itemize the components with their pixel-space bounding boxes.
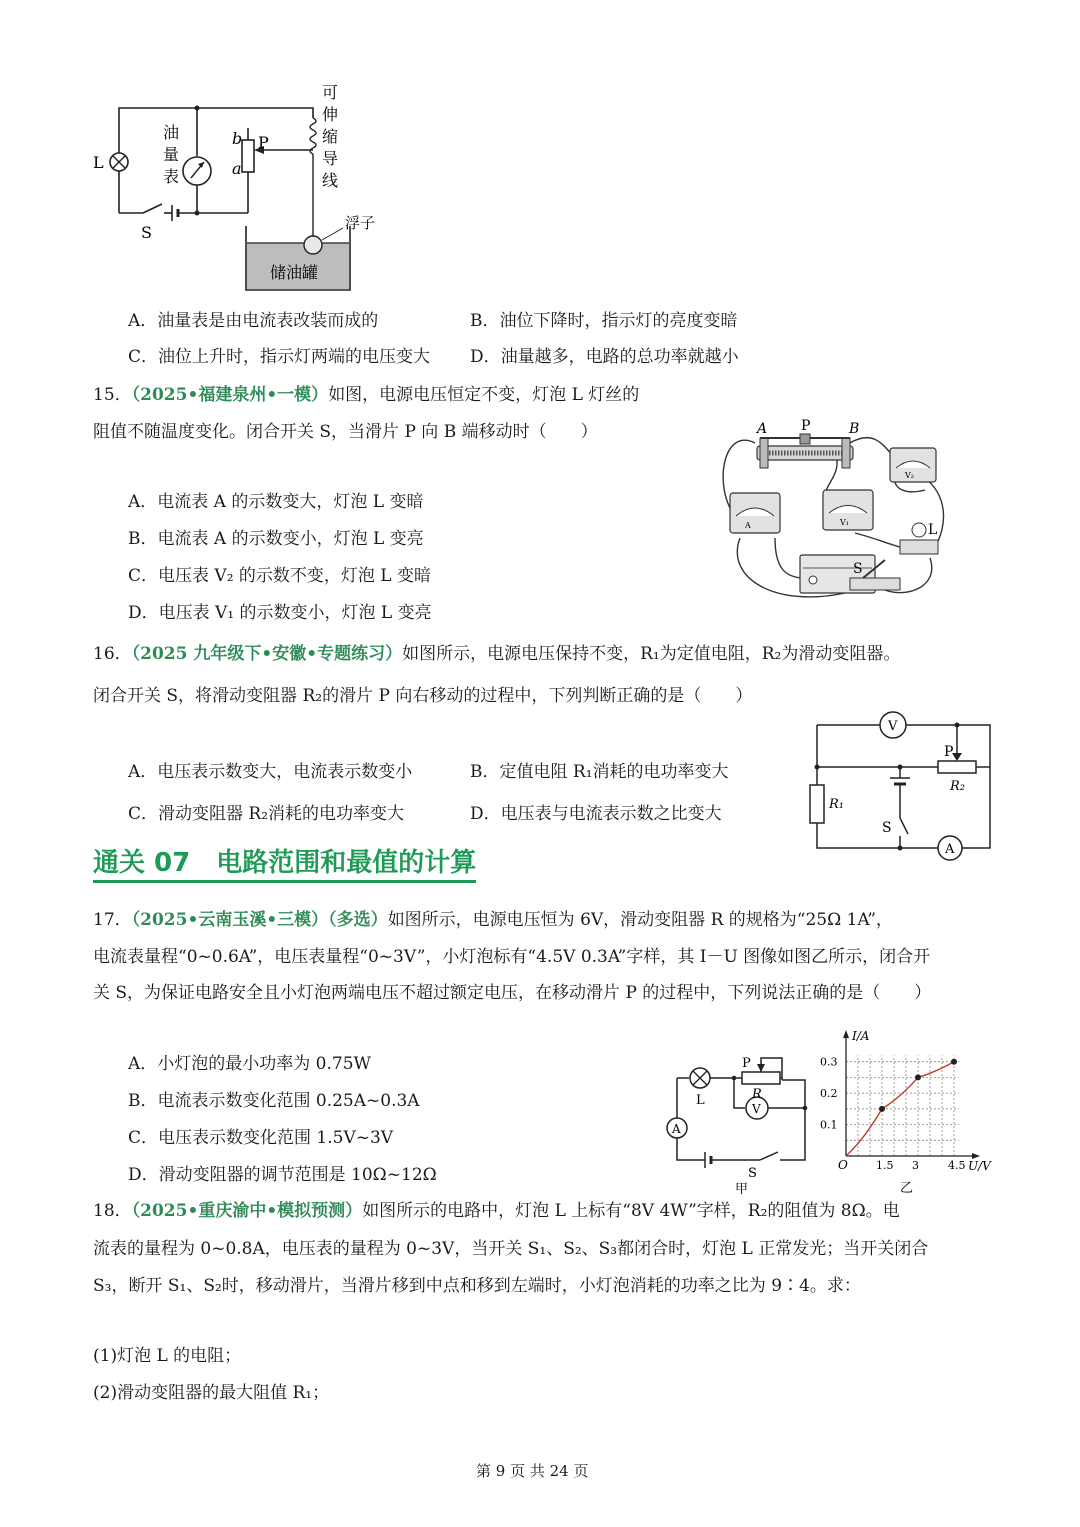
chart-point	[879, 1106, 885, 1112]
q18-number: 18．	[93, 1201, 132, 1221]
page-footer: 第 9 页 共 24 页	[476, 1462, 589, 1480]
q15-line1	[93, 384, 639, 406]
apparatus-label-s: S	[853, 561, 863, 577]
wire-label-3: 缩	[322, 127, 339, 146]
q15-option-a: A．电流表 A 的示数变大，灯泡 L 变暗	[128, 492, 424, 512]
q17-stem2: 电流表量程“0~0.6A”，电压表量程“0~3V”，小灯泡标有“4.5V 0.3A”字样，其 I－U 图像如图乙所示，闭合开	[93, 947, 931, 967]
q14-option-a: A．油量表是由电流表改装而成的	[128, 311, 379, 331]
jia-lamp-label: L	[696, 1093, 705, 1108]
q14-option-d: D．油量越多，电路的总功率就越小	[470, 347, 739, 367]
a-label: a	[232, 159, 242, 178]
q14-option-b: B．油位下降时，指示灯的亮度变暗	[470, 311, 738, 331]
gauge-label-1: 油	[163, 123, 180, 142]
section-heading: 通关 07 电路范围和最值的计算	[93, 848, 476, 883]
jia-slider-label: P	[742, 1056, 751, 1071]
wire-label-2: 伸	[322, 105, 339, 124]
wire-label-1: 可	[322, 83, 339, 102]
chart-caption: 乙	[900, 1181, 914, 1196]
chart-x-tick: 1.5	[876, 1159, 894, 1172]
q15-source: （2025•福建泉州•一模）	[131, 385, 329, 405]
q16-line1	[93, 643, 900, 665]
q16-stem1: 如图所示，电源电压保持不变，R₁为定值电阻，R₂为滑动变阻器。	[402, 644, 901, 664]
wire-label-5: 线	[322, 171, 339, 190]
chart-y-tick: 0.1	[820, 1118, 838, 1132]
apparatus-label-l: L	[928, 522, 938, 538]
q17-iu-chart	[818, 1026, 998, 1196]
wire-label-4: 导	[322, 149, 339, 168]
q15-stem1: 如图，电源电压恒定不变，灯泡 L 灯丝的	[328, 385, 640, 405]
chart-y-arrow	[843, 1030, 849, 1038]
q18-source: （2025•重庆渝中•模拟预测）	[131, 1201, 363, 1221]
q16-slider-label: P	[944, 744, 954, 760]
q18-sub1: (1)灯泡 L 的电阻；	[93, 1346, 242, 1366]
q18-stem1: 如图所示的电路中，灯泡 L 上标有“8V 4W”字样，R₂的阻值为 8Ω。电	[362, 1201, 900, 1221]
q14-option-c: C．油位上升时，指示灯两端的电压变大	[128, 347, 431, 367]
q16-r1-label: R₁	[829, 797, 844, 812]
chart-ylabel: I/A	[852, 1029, 870, 1043]
q15-option-b: B．电流表 A 的示数变小，灯泡 L 变亮	[128, 529, 424, 549]
chart-origin: O	[838, 1158, 848, 1172]
q15-option-c: C．电压表 V₂ 的示数不变，灯泡 L 变暗	[128, 566, 432, 586]
chart-xlabel: U/V	[968, 1159, 991, 1173]
apparatus-label-v2: V₂	[905, 471, 914, 480]
q15-apparatus-figure	[715, 418, 955, 608]
apparatus-label-v1: V₁	[840, 518, 849, 527]
q15-stem2: 阻值不随温度变化。闭合开关 S，当滑片 P 向 B 端移动时（ ）	[93, 422, 598, 442]
chart-x-tick: 4.5	[948, 1159, 966, 1172]
q16-option-c: C．滑动变阻器 R₂消耗的电功率变大	[128, 804, 405, 824]
q18-line1	[93, 1200, 900, 1222]
q17-option-b: B．电流表示数变化范围 0.25A~0.3A	[128, 1091, 420, 1111]
q15-number: 15．	[93, 385, 132, 405]
gauge-label-2: 量	[163, 145, 180, 164]
chart-x-tick: 3	[912, 1159, 919, 1172]
q17-option-d: D．滑动变阻器的调节范围是 10Ω~12Ω	[128, 1165, 437, 1185]
q17-stem3: 关 S，为保证电路安全且小灯泡两端电压不超过额定电压，在移动滑片 P 的过程中，下列说法正确的是（ ）	[93, 983, 932, 1003]
q16-circuit-figure	[800, 710, 1000, 865]
q18-stem3: S₃，断开 S₁、S₂时，移动滑片，当滑片移到中点和移到左端时，小灯泡消耗的功率之比为 9∶4。求：	[93, 1276, 861, 1296]
gauge-label-3: 表	[163, 167, 180, 186]
jia-voltmeter-label: V	[752, 1102, 761, 1116]
q16-option-a: A．电压表示数变大，电流表示数变小	[128, 762, 413, 782]
q17-option-a: A．小灯泡的最小功率为 0.75W	[128, 1054, 372, 1074]
q17-option-c: C．电压表示数变化范围 1.5V~3V	[128, 1128, 394, 1148]
slider-label: P	[258, 133, 269, 152]
q16-stem2: 闭合开关 S，将滑动变阻器 R₂的滑片 P 向右移动的过程中，下列判断正确的是（ ）	[93, 686, 753, 706]
q17-source: （2025•云南玉溪•三模）（多选）	[131, 910, 388, 930]
switch-label: S	[141, 223, 152, 242]
q17-stem1: 如图所示，电源电压恒为 6V，滑动变阻器 R 的规格为“25Ω 1A”，	[387, 910, 893, 930]
q15-option-d: D．电压表 V₁ 的示数变小，灯泡 L 变亮	[128, 603, 432, 623]
tank-label: 储油罐	[270, 263, 319, 282]
chart-point	[915, 1074, 921, 1080]
q16-source: （2025 九年级下•安徽•专题练习）	[131, 644, 403, 664]
chart-point	[951, 1059, 957, 1065]
apparatus-label-a: A	[757, 421, 768, 437]
oil-gauge-figure	[88, 80, 388, 295]
lamp-label: L	[93, 153, 104, 172]
q16-option-b: B．定值电阻 R₁消耗的电功率变大	[470, 762, 729, 782]
q16-ammeter-label: A	[945, 842, 955, 857]
b-label: b	[232, 129, 243, 148]
jia-ammeter-label: A	[672, 1122, 681, 1136]
q17-number: 17．	[93, 910, 132, 930]
q16-r2-label: R₂	[950, 779, 965, 794]
q17-circuit-jia	[660, 1050, 820, 1195]
q18-sub2: (2)滑动变阻器的最大阻值 R₁；	[93, 1383, 330, 1403]
q18-stem2: 流表的量程为 0~0.8A，电压表的量程为 0~3V，当开关 S₁、S₂、S₃都闭合时，灯泡 L 正常发光；当开关闭合	[93, 1239, 929, 1259]
q16-number: 16．	[93, 644, 132, 664]
chart-y-tick: 0.2	[820, 1087, 838, 1101]
q16-switch-label: S	[882, 820, 892, 836]
apparatus-label-am: A	[745, 521, 751, 530]
jia-r-label: R	[752, 1087, 762, 1102]
apparatus-label-p: P	[801, 418, 811, 434]
q17-line1	[93, 909, 893, 931]
apparatus-label-b: B	[849, 421, 860, 437]
q16-voltmeter-label: V	[888, 719, 898, 734]
chart-y-tick: 0.3	[820, 1055, 838, 1069]
jia-switch-label: S	[748, 1166, 757, 1181]
float-label: 浮子	[345, 214, 376, 232]
jia-caption: 甲	[735, 1182, 749, 1195]
q16-option-d: D．电压表与电流表示数之比变大	[470, 804, 722, 824]
